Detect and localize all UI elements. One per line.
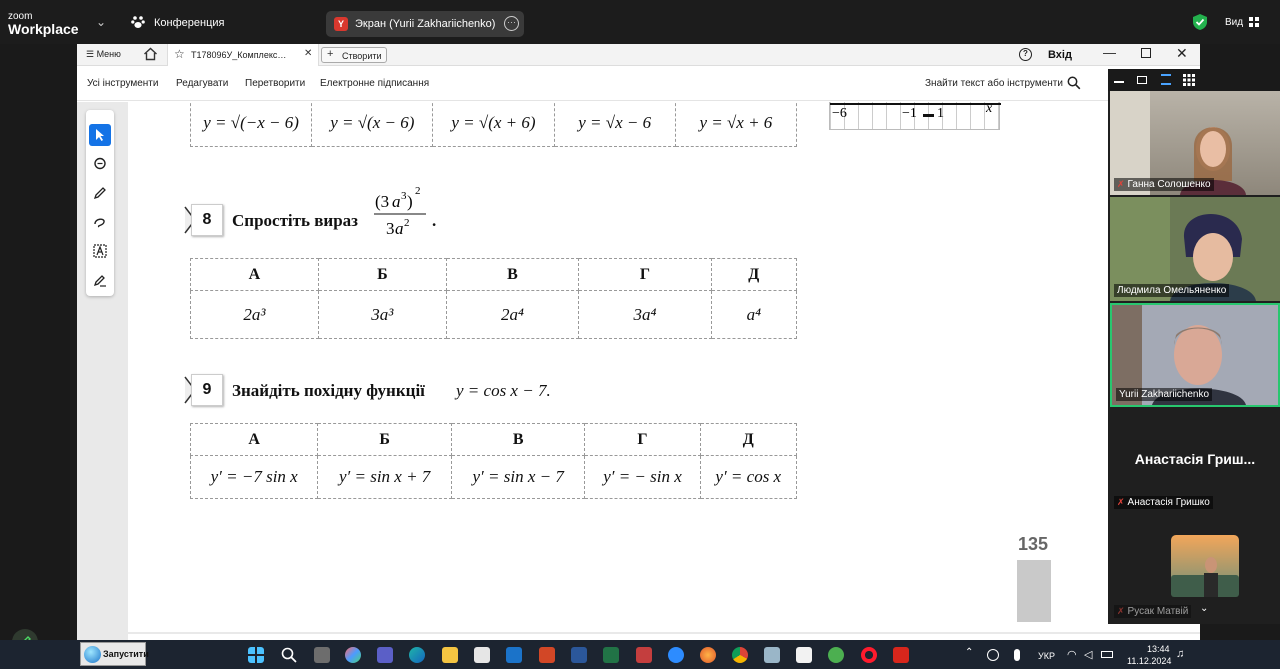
video-tile[interactable] — [1110, 91, 1280, 195]
more-options-icon[interactable]: ··· — [504, 16, 519, 31]
svg-text:2: 2 — [415, 185, 421, 197]
zoom-icon[interactable] — [668, 647, 684, 663]
question-text: Спростіть вираз — [232, 211, 358, 230]
chevron-up-icon[interactable]: ⌃ — [965, 647, 974, 658]
excel-icon[interactable] — [603, 647, 619, 663]
video-tile[interactable] — [1110, 409, 1280, 513]
question-number: 9 — [191, 374, 223, 406]
answer-cell: y′ = − sin x — [585, 456, 700, 499]
svg-text:2: 2 — [404, 217, 410, 229]
close-tab-icon[interactable]: ✕ — [304, 48, 313, 59]
answer-cell: y′ = sin x − 7 — [451, 456, 585, 499]
meeting-title[interactable]: Конференция — [154, 17, 225, 29]
axis-marker — [923, 114, 934, 117]
pdf-page — [128, 102, 1200, 632]
start-orb-icon — [84, 646, 101, 663]
chevron-down-icon[interactable]: ⌄ — [96, 15, 107, 29]
edit-menu[interactable]: Редагувати — [176, 78, 229, 89]
answer-table-q8 — [190, 258, 797, 339]
table-header: В — [451, 424, 585, 456]
table-cell: y = √x − 6 — [554, 102, 675, 147]
microphone-icon[interactable] — [1014, 649, 1020, 661]
acrobat-window — [77, 44, 1200, 642]
menu-label: Меню — [96, 49, 121, 59]
x-axis-line — [830, 103, 1001, 105]
acrobat-toolbar — [77, 67, 1200, 101]
acrobat-icon[interactable] — [893, 647, 909, 663]
svg-text:a: a — [392, 192, 401, 211]
participant-name-text: Русак Матвій — [1127, 606, 1189, 617]
pen-icon — [93, 186, 107, 200]
access-icon[interactable] — [636, 647, 652, 663]
zoom-logo: Workplace — [8, 21, 79, 37]
paw-icon — [131, 15, 145, 29]
zoom-logo-small: zoom — [8, 11, 33, 22]
zoom-top-bar — [0, 0, 1280, 44]
table-header: Г — [579, 259, 711, 291]
table-header: А — [191, 259, 319, 291]
answer-cell: 3a³ — [318, 291, 446, 339]
table-header: Г — [585, 424, 700, 456]
video-tile[interactable] — [1110, 197, 1280, 301]
find-text-label[interactable]: Знайти текст або інструменти — [925, 78, 1063, 89]
table-header: Д — [700, 424, 796, 456]
chrome-icon[interactable] — [732, 647, 748, 663]
svg-text:a: a — [395, 219, 404, 238]
document-icon[interactable] — [796, 647, 812, 663]
convert-menu[interactable]: Перетворити — [245, 78, 306, 89]
text-box-icon — [93, 244, 107, 258]
mic-off-icon: ✗ — [1117, 497, 1125, 507]
search-icon[interactable] — [281, 647, 297, 663]
copilot-icon[interactable] — [345, 647, 361, 663]
cursor-icon — [93, 128, 107, 142]
math-fraction — [372, 182, 430, 240]
speaker-view-icon[interactable] — [1161, 74, 1171, 85]
table-row — [191, 456, 797, 499]
table-header: Б — [318, 424, 452, 456]
answer-table-q9 — [190, 423, 797, 499]
previous-question-table — [190, 102, 797, 147]
table-cell: y = √(x − 6) — [312, 102, 433, 147]
e-sign-menu[interactable]: Електронне підписання — [320, 78, 430, 89]
participant-avatar — [1171, 535, 1239, 597]
highlight-tool[interactable] — [89, 182, 111, 204]
table-header: Д — [711, 259, 796, 291]
mic-off-icon: ✗ — [1117, 606, 1125, 616]
axis-label: 1 — [937, 106, 944, 121]
page-number: 135 — [1018, 534, 1049, 554]
question-number: 8 — [191, 204, 223, 236]
freehand-icon — [93, 215, 107, 229]
table-cell: y = √x + 6 — [675, 102, 796, 147]
start-button[interactable] — [80, 642, 149, 666]
svg-text:): ) — [407, 192, 413, 211]
table-row — [191, 259, 797, 291]
star-icon[interactable]: ☆ — [174, 47, 185, 61]
svg-text:3: 3 — [401, 190, 407, 202]
answer-cell: 2a³ — [191, 291, 319, 339]
mail-icon[interactable] — [506, 647, 522, 663]
wifi-icon[interactable]: ◠ — [1067, 649, 1077, 661]
answer-cell: y′ = −7 sin x — [191, 456, 318, 499]
windows-icon[interactable] — [248, 647, 264, 663]
task-view-icon[interactable] — [314, 647, 330, 663]
quick-tools-rail — [86, 110, 114, 296]
participant-name: Людмила Омельяненко — [1114, 284, 1229, 297]
close-window-icon[interactable]: ✕ — [1176, 45, 1188, 61]
notification-bell-icon[interactable]: ♫ — [1176, 648, 1185, 660]
participant-name — [1114, 496, 1213, 509]
document-tab-label: Т178096У_Комплекс… — [191, 50, 287, 60]
file-explorer-icon[interactable] — [442, 647, 458, 663]
axis-label: −6 — [832, 106, 847, 121]
participant-name — [1114, 605, 1191, 618]
table-header: В — [446, 259, 578, 291]
table-cell: y = √(x + 6) — [433, 102, 554, 147]
sentence-period: . — [432, 211, 437, 230]
svg-text:(3: (3 — [375, 192, 390, 211]
battery-icon[interactable] — [1101, 651, 1113, 658]
select-tool[interactable] — [89, 124, 111, 146]
shield-check-icon[interactable] — [1192, 13, 1208, 31]
plus-icon: + — [327, 48, 334, 60]
maximize-icon[interactable] — [1141, 48, 1151, 58]
clock-date[interactable]: 11.12.2024 — [1127, 656, 1172, 666]
axis-label: x — [986, 102, 993, 116]
participant-name-text: Ганна Солошенко — [1127, 179, 1211, 190]
help-icon[interactable]: ? — [1019, 48, 1032, 61]
gallery-controls — [1108, 69, 1280, 91]
answer-cell: y′ = sin x + 7 — [318, 456, 452, 499]
table-row — [191, 102, 797, 147]
torrent-icon[interactable] — [828, 647, 844, 663]
view-menu-label[interactable]: Вид — [1225, 17, 1244, 28]
sign-in-button[interactable]: Вхід — [1048, 49, 1072, 61]
draw-tool[interactable] — [89, 211, 111, 233]
document-viewport[interactable] — [77, 102, 1200, 642]
table-header: Б — [318, 259, 446, 291]
participant-name — [1114, 178, 1214, 191]
acrobat-tab-bar — [77, 44, 1200, 66]
number-line-graph — [829, 102, 1000, 130]
thumbnail-icon[interactable] — [1137, 76, 1147, 84]
teams-icon[interactable] — [377, 647, 393, 663]
menu-button[interactable]: ☰ Меню — [86, 49, 121, 59]
svg-text:3: 3 — [386, 219, 395, 238]
question-text: Знайдіть похідну функції — [232, 381, 425, 400]
sync-icon[interactable] — [987, 649, 999, 661]
active-speaker-tile[interactable] — [1110, 303, 1280, 407]
firefox-icon[interactable] — [700, 647, 716, 663]
fraction-graphic — [372, 182, 430, 240]
home-icon[interactable] — [143, 47, 158, 61]
minimize-icon[interactable]: — — [1103, 45, 1116, 60]
table-row — [191, 291, 797, 339]
fill-sign-tool[interactable] — [89, 269, 111, 291]
create-button[interactable] — [321, 47, 387, 63]
image-viewer-icon[interactable] — [764, 647, 780, 663]
table-cell: y = √(−x − 6) — [191, 102, 312, 147]
function-expression: y = cos x − 7. — [456, 381, 551, 400]
page-number-bar — [1017, 560, 1051, 622]
search-icon[interactable] — [1067, 76, 1081, 90]
language-indicator[interactable]: УКР — [1038, 651, 1055, 661]
answer-cell: a⁴ — [711, 291, 796, 339]
answer-cell: y′ = cos x — [700, 456, 796, 499]
grid-view-icon[interactable] — [1249, 17, 1259, 27]
document-tab[interactable] — [167, 44, 319, 66]
user-avatar-badge: Y — [334, 17, 348, 31]
comment-icon — [93, 157, 107, 171]
store-icon[interactable] — [474, 647, 490, 663]
opera-icon[interactable] — [861, 647, 877, 663]
table-row — [191, 424, 797, 456]
create-label: Створити — [342, 51, 382, 61]
participant-display-name: Анастасія Гриш... — [1134, 451, 1256, 467]
powerpoint-icon[interactable] — [539, 647, 555, 663]
chevron-down-icon[interactable]: ⌄ — [1200, 603, 1209, 614]
mic-off-icon: ✗ — [1117, 179, 1125, 189]
answer-cell: 2a⁴ — [446, 291, 578, 339]
table-header: А — [191, 424, 318, 456]
screen-share-indicator[interactable] — [326, 11, 524, 37]
participant-name-text: Анастасія Гришко — [1127, 497, 1210, 508]
comment-tool[interactable] — [89, 153, 111, 175]
screen-share-label: Экран (Yurii Zakhariichenko) — [355, 18, 496, 30]
word-icon[interactable] — [571, 647, 587, 663]
windows-taskbar — [0, 640, 1280, 669]
sign-icon — [93, 273, 107, 287]
minimize-panel-icon[interactable] — [1114, 81, 1124, 83]
gallery-view-icon[interactable] — [1183, 74, 1195, 86]
answer-cell: 3a⁴ — [579, 291, 711, 339]
text-tool[interactable] — [89, 240, 111, 262]
video-tile[interactable] — [1110, 515, 1280, 622]
participant-name: Yurii Zakhariichenko — [1116, 388, 1212, 401]
volume-icon[interactable]: ◁ — [1084, 649, 1093, 661]
all-tools-menu[interactable]: Усі інструменти — [87, 78, 159, 89]
start-label: Запустити — [103, 649, 149, 659]
clock-time[interactable]: 13:44 — [1147, 644, 1170, 654]
participants-panel — [1108, 69, 1280, 624]
axis-label: −1 — [902, 106, 917, 121]
edge-icon[interactable] — [409, 647, 425, 663]
